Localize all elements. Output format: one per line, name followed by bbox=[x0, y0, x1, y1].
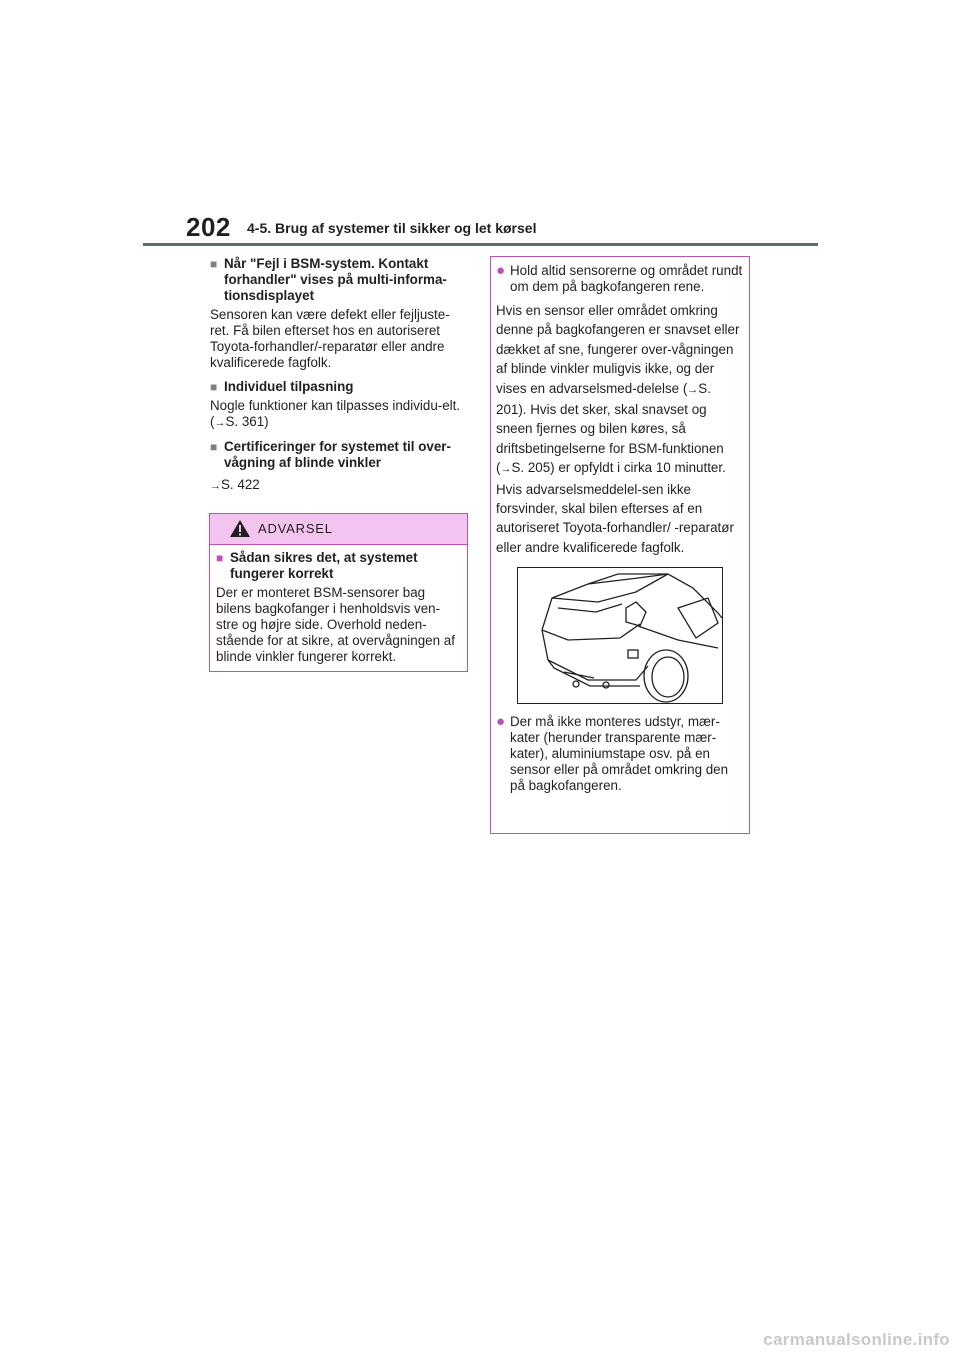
paragraph-certifications bbox=[210, 477, 468, 494]
section-title: 4-5. Brug af systemer til sikker og let kørsel bbox=[247, 220, 537, 236]
page-reference-link[interactable]: S. 205) er opfyldt i cirka 10 minutter. Hvis advarselsmeddelel-sen ikke forsvinder, skal bilen efterses af en autoriseret Toyota-forhandler/ -reparatør eller andre kvalificerede fagfolk. bbox=[496, 460, 734, 555]
page-reference-link[interactable]: S. 361) bbox=[225, 414, 269, 429]
heading-customization bbox=[210, 379, 468, 395]
warning-body bbox=[210, 545, 467, 665]
warning-continuation-box bbox=[490, 256, 750, 834]
heading-text: Individuel tilpasning bbox=[224, 379, 354, 394]
arrow-right-icon: → bbox=[500, 463, 512, 476]
heading-text: Når "Fejl i BSM-system. Kontakt forhandler" vises på multi-informa-tionsdisplayet bbox=[224, 256, 447, 303]
bullet-keep-clean bbox=[496, 263, 744, 295]
paragraph-dirty-sensor bbox=[496, 301, 744, 557]
heading-text: Sådan sikres det, at systemet fungerer korrekt bbox=[230, 550, 418, 581]
arrow-right-icon: → bbox=[210, 480, 221, 492]
square-bullet-icon: ■ bbox=[210, 440, 218, 454]
bullet-text: Der må ikke monteres udstyr, mær-kater (herunder transparente mær-kater), aluminiumstape osv. på en sensor eller på området omkring den på bagkofangeren. bbox=[510, 714, 729, 794]
arrow-right-icon: → bbox=[687, 383, 699, 396]
warning-box bbox=[209, 513, 468, 672]
circle-bullet-icon: ● bbox=[496, 262, 506, 279]
arrow-right-icon: → bbox=[214, 417, 226, 429]
car-rear-drawing bbox=[518, 568, 722, 703]
left-column bbox=[210, 256, 468, 494]
car-rear-illustration bbox=[517, 567, 723, 704]
square-bullet-icon: ■ bbox=[210, 380, 218, 394]
heading-text: Certificeringer for systemet til over-vågning af blinde vinkler bbox=[224, 439, 451, 470]
paragraph-text: Nogle funktioner kan tilpasses individu-elt. ( bbox=[210, 398, 461, 429]
page-number: 202 bbox=[186, 212, 231, 242]
bullet-text: Hold altid sensorerne og området rundt om dem på bagkofangeren rene. bbox=[510, 263, 743, 294]
circle-bullet-icon: ● bbox=[496, 713, 506, 731]
paragraph-sensor-fault: Sensoren kan være defekt eller fejljuste-ret. Få bilen efterset hos en autoriseret Toyota-forhandler/-reparatør eller andre kvalificerede fagfolk. bbox=[210, 307, 450, 370]
warning-text: Der er monteret BSM-sensorer bag bilens bagkofanger i henholdsvis ven-stre og højre side. Overhold neden-stående for at sikre, at overvågningen af blinde vinkler fungerer korrekt. bbox=[216, 585, 455, 664]
page-reference-link[interactable]: S. 422 bbox=[221, 477, 260, 492]
page-header bbox=[0, 0, 960, 250]
paragraph-customization bbox=[210, 398, 468, 431]
paragraph-text: Hvis en sensor eller området omkring denne på bagkofangeren er snavset eller dækket af sne, fungerer over-vågningen af blinde vinkler muligvis ikke, og der vises en advarselsmed-delelse ( bbox=[496, 303, 740, 396]
warning-triangle-icon bbox=[229, 519, 251, 538]
square-bullet-icon: ■ bbox=[216, 551, 224, 565]
heading-bsm-error bbox=[210, 256, 468, 304]
warning-header bbox=[210, 514, 467, 545]
header-divider bbox=[143, 243, 818, 246]
square-bullet-icon: ■ bbox=[210, 257, 218, 271]
page-reference-link[interactable]: S. 201). Hvis det sker, skal snavset og sneen fjernes og bilen køres, så driftsbetingelserne for BSM-funktionen ( bbox=[496, 380, 724, 476]
heading-certifications bbox=[210, 439, 468, 471]
warning-title: ADVARSEL bbox=[258, 521, 333, 536]
bullet-no-stickers bbox=[496, 714, 744, 794]
watermark: carmanualsonline.info bbox=[763, 1330, 950, 1349]
warning-heading bbox=[216, 550, 461, 582]
